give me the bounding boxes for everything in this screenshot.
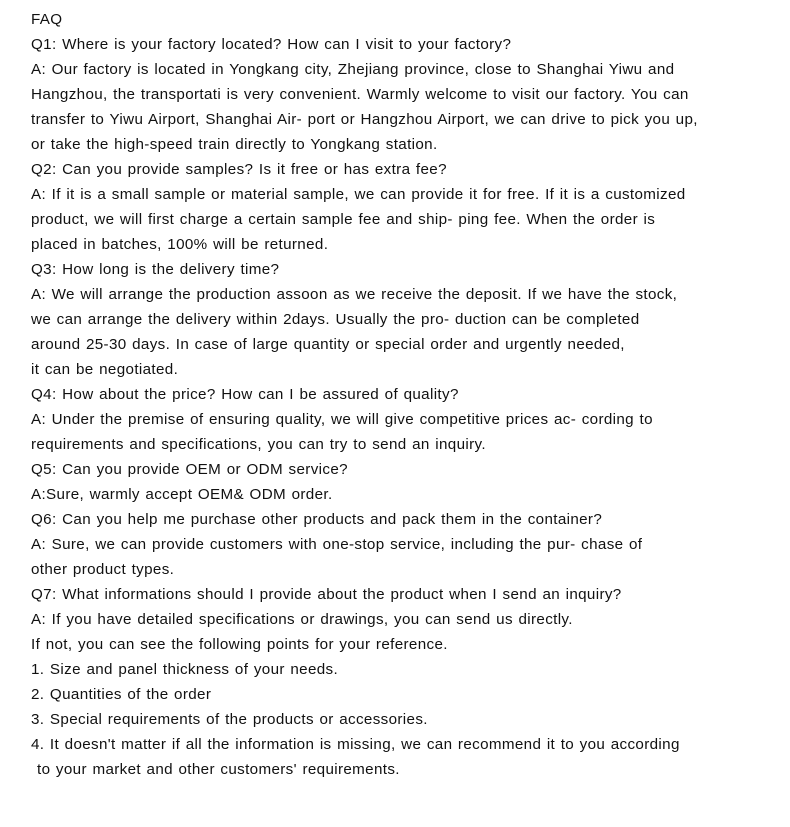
q7-answer-line: A: If you have detailed specifications or drawings, you can send us directly.	[31, 611, 573, 628]
q7-list-item: 2. Quantities of the order	[31, 686, 212, 703]
q1-answer-line: A: Our factory is located in Yongkang city, Zhejiang province, close to Shanghai Yiwu and	[31, 61, 675, 78]
q5-question: Q5: Can you provide OEM or ODM service?	[31, 461, 348, 478]
q7-list-item: 3. Special requirements of the products or accessories.	[31, 711, 428, 728]
q1-question: Q1: Where is your factory located? How can I visit to your factory?	[31, 36, 512, 53]
q3-answer-line: A: We will arrange the production assoon as we receive the deposit. If we have the stock,	[31, 286, 678, 303]
q2-question: Q2: Can you provide samples? Is it free or has extra fee?	[31, 161, 447, 178]
q6-answer-line: other product types.	[31, 561, 175, 578]
q7-list-item-continuation: to your market and other customers' requirements.	[37, 761, 400, 778]
faq-document	[31, 7, 776, 782]
q7-question: Q7: What informations should I provide about the product when I send an inquiry?	[31, 586, 622, 603]
q3-question: Q3: How long is the delivery time?	[31, 261, 280, 278]
q3-answer-line: around 25-30 days. In case of large quantity or special order and urgently needed,	[31, 336, 625, 353]
q6-question: Q6: Can you help me purchase other products and pack them in the container?	[31, 511, 603, 528]
q7-answer-line: If not, you can see the following points for your reference.	[31, 636, 448, 653]
q2-answer-line: placed in batches, 100% will be returned.	[31, 236, 329, 253]
q2-answer-line: A: If it is a small sample or material sample, we can provide it for free. If it is a customized	[31, 186, 686, 203]
q3-answer-line: it can be negotiated.	[31, 361, 179, 378]
q3-answer-line: we can arrange the delivery within 2days. Usually the pro- duction can be completed	[31, 311, 640, 328]
q4-answer-line: A: Under the premise of ensuring quality, we will give competitive prices ac- cording to	[31, 411, 653, 428]
q7-list-item: 1. Size and panel thickness of your needs.	[31, 661, 339, 678]
q6-answer-line: A: Sure, we can provide customers with one-stop service, including the pur- chase of	[31, 536, 643, 553]
q7-list-item: 4. It doesn't matter if all the information is missing, we can recommend it to you according	[31, 736, 680, 753]
q4-answer-line: requirements and specifications, you can try to send an inquiry.	[31, 436, 486, 453]
q5-answer-line: A:Sure, warmly accept OEM& ODM order.	[31, 486, 333, 503]
q4-question: Q4: How about the price? How can I be assured of quality?	[31, 386, 459, 403]
q2-answer-line: product, we will first charge a certain sample fee and ship- ping fee. When the order is	[31, 211, 656, 228]
q1-answer-line: or take the high-speed train directly to Yongkang station.	[31, 136, 438, 153]
q1-answer-line: transfer to Yiwu Airport, Shanghai Air- port or Hangzhou Airport, we can drive to pick you up,	[31, 111, 698, 128]
faq-heading: FAQ	[31, 11, 63, 28]
q1-answer-line: Hangzhou, the transportati is very convenient. Warmly welcome to visit our factory. You can	[31, 86, 689, 103]
